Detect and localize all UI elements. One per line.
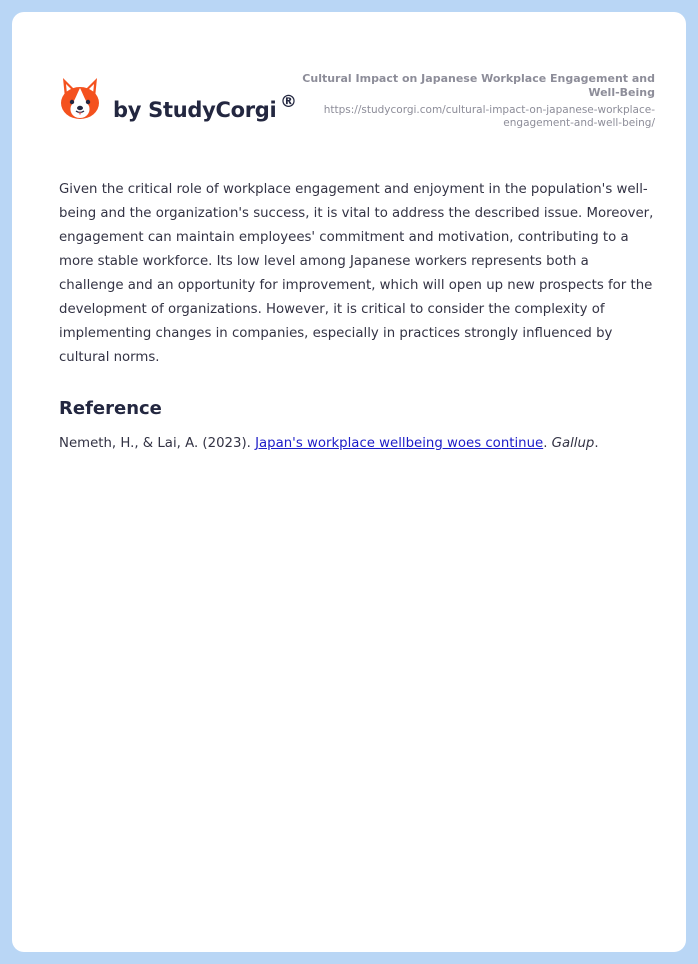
body-paragraph: Given the critical role of workplace engagement and enjoyment in the population's well-being and the organization's success, it is vital to address the described issue. Moreover, engagement can maintain employees' commitment and motivation, contributing to a more stable workforce. Its low level among Japanese workers represents both a challenge and an opportunity for improvement, which will open up new prospects for the development of organizations. However, it is critical to consider the complexity of implementing changes in companies, especially in practices strongly influenced by cultural norms. xyxy=(59,182,654,365)
corgi-icon xyxy=(59,76,101,122)
reference-separator: . xyxy=(543,436,552,451)
reference-authors: Nemeth, H., & Lai, A. (2023). xyxy=(59,436,256,451)
header xyxy=(59,72,655,142)
reference-heading: Reference xyxy=(59,398,162,419)
registered-mark: ® xyxy=(280,92,297,112)
reference-journal: Gallup xyxy=(551,436,595,451)
studycorgi-logo[interactable] xyxy=(59,76,309,132)
document-meta xyxy=(295,72,655,130)
reference-end: . xyxy=(594,436,599,451)
document-title: Cultural Impact on Japanese Workplace Engagement and Well-Being xyxy=(302,72,655,99)
reference-link[interactable]: Japan's workplace wellbeing woes continue xyxy=(255,436,544,451)
reference-entry xyxy=(59,436,599,451)
document-url[interactable]: https://studycorgi.com/cultural-impact-on-japanese-workplace-engagement-and-well-being/ xyxy=(323,104,655,129)
brand-name: by StudyCorgi xyxy=(113,98,277,122)
document-page xyxy=(12,12,686,952)
